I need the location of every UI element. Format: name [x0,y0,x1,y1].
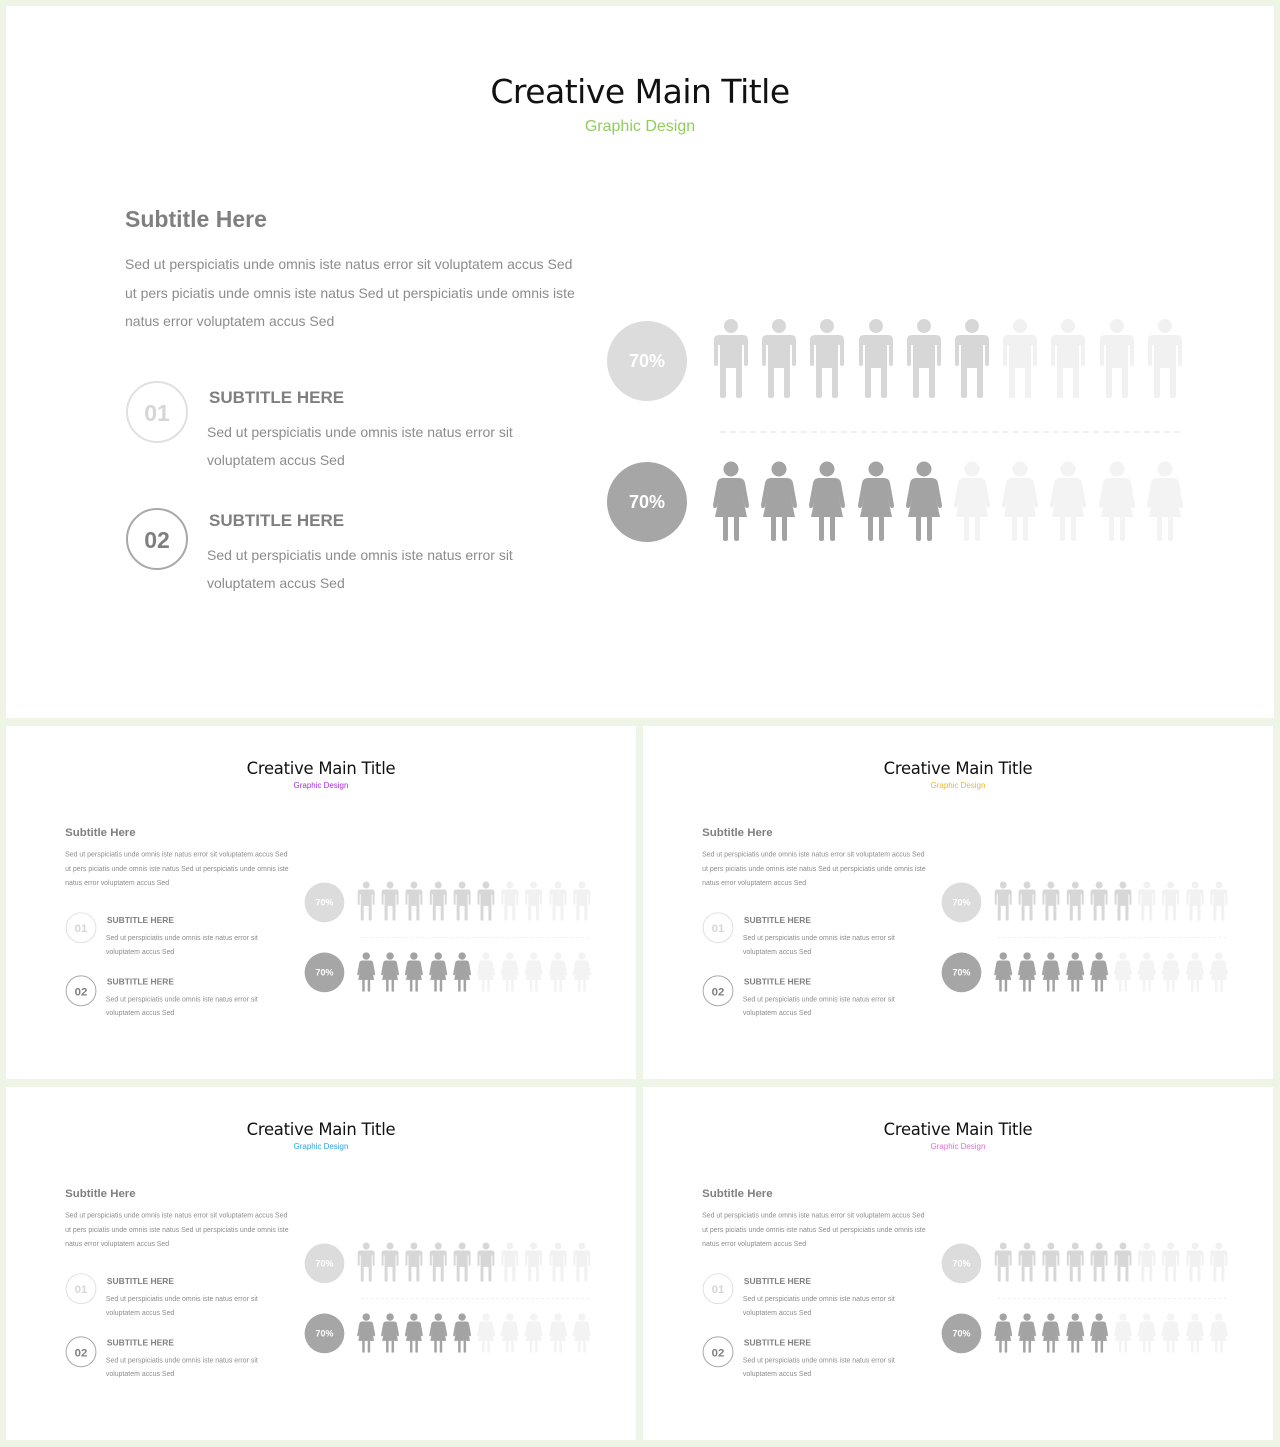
number-badge-02: 02 [66,975,97,1006]
female-icon [1137,1313,1157,1353]
female-icon [548,1313,568,1353]
section-heading: Subtitle Here [125,206,267,232]
female-icon [1113,952,1133,992]
female-icon [856,461,896,541]
male-icon [500,881,520,921]
item-text-02: Sed ut perspiciatis unde omnis iste natus error sit voluptatem accus Sed [105,994,258,1017]
number-badge-02: 02 [126,508,188,570]
female-icon [500,952,520,992]
male-icon [993,1242,1013,1282]
male-icon [993,881,1013,921]
male-icon [1161,1242,1181,1282]
female-icon [1145,461,1185,541]
item-text-01: Sed ut perspiciatis unde omnis iste natus error sit voluptatem accus Sed [207,424,513,468]
female-icon [1041,1313,1061,1353]
male-percent-circle: 70% [942,883,982,923]
slide-subtitle: Graphic Design [293,781,349,791]
female-icon [1161,952,1181,992]
female-icon [452,1313,472,1353]
item-heading-01: SUBTITLE HERE [106,1276,174,1287]
item-heading-01: SUBTITLE HERE [743,1276,811,1287]
section-heading: Subtitle Here [65,1186,136,1200]
item-text-02: Sed ut perspiciatis unde omnis iste natus error sit voluptatem accus Sed [105,1355,258,1378]
dashed-divider [361,1298,590,1299]
male-icon [1145,318,1185,398]
female-icon [524,1313,544,1353]
item-heading-02: SUBTITLE HERE [209,511,345,530]
male-icon [1065,1242,1085,1282]
female-icon [993,952,1013,992]
number-badge-01: 01 [66,912,97,943]
female-icon [500,1313,520,1353]
male-icon [572,1242,592,1282]
number-badge-01: 01 [703,1273,734,1304]
female-icon [1185,952,1205,992]
male-icon [1000,318,1040,398]
dashed-divider [361,937,590,938]
male-icon [548,881,568,921]
male-icon [380,1242,400,1282]
male-icon [1048,318,1088,398]
male-icon [476,881,496,921]
section-paragraph: Sed ut perspiciatis unde omnis iste natus error sit voluptatem accus Sed ut pers piciatis unde omnis iste natus Sed ut perspiciatis unde omnis iste natus error voluptatem accus Sed [65,850,289,887]
female-icon [1113,1313,1133,1353]
male-percent-circle: 70% [942,1244,982,1284]
female-icon [1048,461,1088,541]
number-badge-01: 01 [66,1273,97,1304]
section-paragraph: Sed ut perspiciatis unde omnis iste natus error sit voluptatem accus Sed ut pers piciatis unde omnis iste natus Sed ut perspiciatis unde omnis iste natus error voluptatem accus Sed [702,1211,926,1248]
female-icon [476,952,496,992]
female-icon [1017,952,1037,992]
male-icon [1113,1242,1133,1282]
male-icon [759,318,799,398]
female-icon [380,952,400,992]
female-icon [1185,1313,1205,1353]
female-icon [524,952,544,992]
male-icon [452,881,472,921]
female-icon [356,1313,376,1353]
item-text-02: Sed ut perspiciatis unde omnis iste natus error sit voluptatem accus Sed [742,1355,895,1378]
female-icon [904,461,944,541]
number-badge-02: 02 [703,975,734,1006]
item-heading-02: SUBTITLE HERE [743,976,811,987]
section-heading: Subtitle Here [65,825,136,839]
male-icon [1161,881,1181,921]
female-percent-circle: 70% [942,1314,982,1354]
male-icon [1097,318,1137,398]
number-badge-02: 02 [703,1336,734,1367]
item-heading-02: SUBTITLE HERE [106,976,174,987]
number-badge-02: 02 [66,1336,97,1367]
female-icon [476,1313,496,1353]
slide-thumb-blue[interactable] [6,1087,636,1440]
male-icon [1185,1242,1205,1282]
male-icon [500,1242,520,1282]
slide-title: Creative Main Title [246,758,396,779]
male-icon [1041,1242,1061,1282]
slide-main [6,6,1274,718]
female-icon [1137,952,1157,992]
item-heading-02: SUBTITLE HERE [106,1337,174,1348]
female-icon [993,1313,1013,1353]
female-percent-circle: 70% [942,953,982,993]
female-percent-circle: 70% [607,462,687,542]
male-icon [452,1242,472,1282]
female-icon [548,952,568,992]
slide-subtitle: Graphic Design [293,1142,349,1152]
female-icon [759,461,799,541]
male-icon [711,318,751,398]
slide-thumb-pink[interactable] [643,1087,1273,1440]
male-icon [1017,1242,1037,1282]
item-heading-01: SUBTITLE HERE [209,388,345,407]
section-heading: Subtitle Here [702,825,773,839]
female-icon [356,952,376,992]
female-icon [1209,952,1229,992]
male-icon [524,881,544,921]
female-icon [380,1313,400,1353]
female-icon [1017,1313,1037,1353]
male-icon [356,881,376,921]
male-percent-circle: 70% [305,1244,345,1284]
male-icon [548,1242,568,1282]
female-icon [711,461,751,541]
female-icon [1089,952,1109,992]
male-icon [1113,881,1133,921]
male-icon [1185,881,1205,921]
slide-title: Creative Main Title [490,72,790,111]
dashed-divider [998,1298,1227,1299]
female-icon [572,1313,592,1353]
female-icon [452,952,472,992]
section-paragraph: Sed ut perspiciatis unde omnis iste natus error sit voluptatem accus Sed ut pers piciatis unde omnis iste natus Sed ut perspiciatis unde omnis iste natus error voluptatem accus Sed [125,256,575,329]
male-percent-circle: 70% [607,321,687,401]
number-badge-01: 01 [703,912,734,943]
male-icon [1089,881,1109,921]
male-icon [404,1242,424,1282]
slide-subtitle: Graphic Design [930,1142,986,1152]
slide-title: Creative Main Title [883,1119,1033,1140]
dashed-divider [998,937,1227,938]
item-text-01: Sed ut perspiciatis unde omnis iste natus error sit voluptatem accus Sed [742,933,895,956]
female-icon [1161,1313,1181,1353]
item-heading-01: SUBTITLE HERE [743,915,811,926]
female-icon [1041,952,1061,992]
female-percent-circle: 70% [305,1314,345,1354]
slide-title: Creative Main Title [246,1119,396,1140]
male-icon [428,1242,448,1282]
dashed-divider [720,431,1180,433]
male-icon [1065,881,1085,921]
female-icon [1209,1313,1229,1353]
female-icon [404,952,424,992]
slide-title: Creative Main Title [883,758,1033,779]
female-icon [1000,461,1040,541]
female-icon [428,1313,448,1353]
male-percent-circle: 70% [305,883,345,923]
item-text-01: Sed ut perspiciatis unde omnis iste natus error sit voluptatem accus Sed [105,1294,258,1317]
male-icon [1017,881,1037,921]
male-icon [428,881,448,921]
male-icon [1089,1242,1109,1282]
item-text-02: Sed ut perspiciatis unde omnis iste natus error sit voluptatem accus Sed [742,994,895,1017]
female-icon [952,461,992,541]
female-icon [1097,461,1137,541]
female-icon [807,461,847,541]
male-icon [476,1242,496,1282]
male-icon [1209,1242,1229,1282]
male-icon [404,881,424,921]
male-icon [904,318,944,398]
item-text-01: Sed ut perspiciatis unde omnis iste natus error sit voluptatem accus Sed [742,1294,895,1317]
number-badge-01: 01 [126,381,188,443]
male-icon [572,881,592,921]
slide-thumb-purple[interactable] [6,726,636,1079]
female-icon [572,952,592,992]
section-heading: Subtitle Here [702,1186,773,1200]
female-icon [404,1313,424,1353]
slide-thumb-yellow[interactable] [643,726,1273,1079]
male-icon [356,1242,376,1282]
male-icon [807,318,847,398]
female-icon [1089,1313,1109,1353]
male-icon [856,318,896,398]
male-icon [1041,881,1061,921]
male-icon [380,881,400,921]
male-icon [1137,881,1157,921]
slide-subtitle: Graphic Design [584,118,696,135]
male-icon [1209,881,1229,921]
male-icon [952,318,992,398]
female-icon [428,952,448,992]
female-icon [1065,1313,1085,1353]
item-heading-01: SUBTITLE HERE [106,915,174,926]
section-paragraph: Sed ut perspiciatis unde omnis iste natus error sit voluptatem accus Sed ut pers piciatis unde omnis iste natus Sed ut perspiciatis unde omnis iste natus error voluptatem accus Sed [702,850,926,887]
item-text-02: Sed ut perspiciatis unde omnis iste natus error sit voluptatem accus Sed [207,547,513,591]
female-percent-circle: 70% [305,953,345,993]
female-icon [1065,952,1085,992]
item-heading-02: SUBTITLE HERE [743,1337,811,1348]
male-icon [524,1242,544,1282]
slide-subtitle: Graphic Design [930,781,986,791]
item-text-01: Sed ut perspiciatis unde omnis iste natus error sit voluptatem accus Sed [105,933,258,956]
male-icon [1137,1242,1157,1282]
section-paragraph: Sed ut perspiciatis unde omnis iste natus error sit voluptatem accus Sed ut pers piciatis unde omnis iste natus Sed ut perspiciatis unde omnis iste natus error voluptatem accus Sed [65,1211,289,1248]
